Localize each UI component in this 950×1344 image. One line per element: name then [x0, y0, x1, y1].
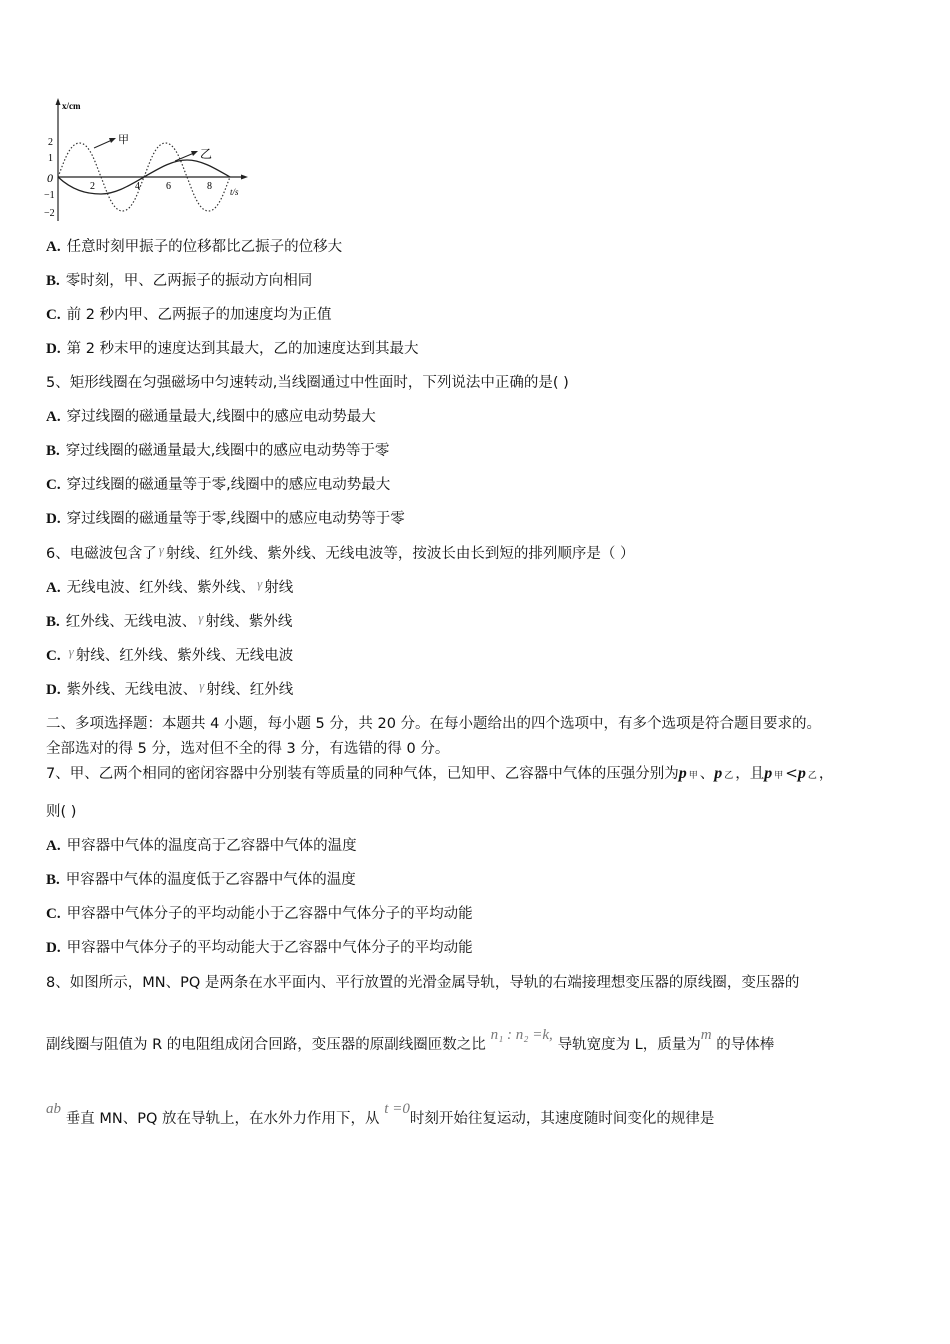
q8-stem-line3: ab 垂直 MN、PQ 放在导轨上，在水外力作用下，从 t =0时刻开始往复运动，其速度随时间变化的规律是 [46, 1101, 715, 1127]
gamma-symbol: γ [199, 678, 205, 693]
q7-option-d: D. 甲容器中气体分子的平均动能大于乙容器中气体分子的平均动能 [46, 940, 473, 956]
gamma-symbol: γ [257, 576, 263, 591]
rod-label: ab [46, 1101, 61, 1117]
gamma-symbol: γ [68, 644, 74, 659]
q5-option-b: B. 穿过线圈的磁通量最大,线圈中的感应电动势等于零 [46, 443, 390, 459]
svg-text:2: 2 [48, 137, 53, 148]
q6-option-b: B. 红外线、无线电波、 γ 射线、紫外线 [46, 610, 293, 630]
svg-text:2: 2 [90, 181, 95, 192]
svg-text:8: 8 [207, 181, 212, 192]
q7-option-c: C. 甲容器中气体分子的平均动能小于乙容器中气体分子的平均动能 [46, 906, 473, 922]
q6-option-a: A. 无线电波、红外线、紫外线、 γ 射线 [46, 576, 294, 596]
legend-jia: 甲 [118, 133, 129, 146]
svg-text:4: 4 [135, 181, 140, 192]
q7-stem-line2: 则( ) [46, 804, 77, 820]
displacement-time-chart [44, 95, 254, 225]
q4-option-a: A. 任意时刻甲振子的位移都比乙振子的位移大 [46, 239, 343, 255]
gamma-symbol: γ [158, 542, 164, 557]
turns-ratio-formula: n₁ : n₂ =k, [490, 1027, 553, 1043]
svg-text:−1: −1 [44, 190, 55, 201]
section2-instructions-line2: 全部选对的得 5 分，选对但不全的得 3 分，有选错的得 0 分。 [46, 741, 450, 757]
svg-text:−2: −2 [44, 208, 55, 219]
time-zero-formula: t =0 [384, 1101, 410, 1117]
svg-text:0: 0 [47, 171, 53, 185]
y-axis-label: x/cm [62, 101, 81, 111]
q7-stem: 7、甲、乙两个相同的密闭容器中分别装有等质量的同种气体，已知甲、乙容器中气体的压强分别为p 甲 、p 乙 ，且p 甲 <p 乙 ， [46, 764, 834, 782]
q4-option-d: D. 第 2 秒末甲的速度达到其最大，乙的加速度达到其最大 [46, 341, 419, 357]
q5-stem: 5、矩形线圈在匀强磁场中匀速转动,当线圈通过中性面时，下列说法中正确的是( ) [46, 375, 569, 391]
q5-option-d: D. 穿过线圈的磁通量等于零,线圈中的感应电动势等于零 [46, 511, 405, 527]
q6-option-c: C. γ 射线、红外线、紫外线、无线电波 [46, 644, 294, 664]
q7-option-b: B. 甲容器中气体的温度低于乙容器中气体的温度 [46, 872, 356, 888]
x-axis-label: t/s [230, 187, 239, 197]
q4-option-b: B. 零时刻，甲、乙两振子的振动方向相同 [46, 273, 313, 289]
q8-stem-line2: 副线圈与阻值为 R 的电阻组成闭合回路，变压器的原副线圈匝数之比 n₁ : n₂ =k, 导轨宽度为 L，质量为m 的导体棒 [46, 1027, 775, 1053]
legend-yi: 乙 [200, 147, 213, 161]
q6-stem: 6、电磁波包含了 γ 射线、红外线、紫外线、无线电波等，按波长由长到短的排列顺序是（ ） [46, 542, 635, 562]
q6-option-d: D. 紫外线、无线电波、 γ 射线、红外线 [46, 678, 294, 698]
section2-instructions-line1: 二、多项选择题：本题共 4 小题，每小题 5 分，共 20 分。在每小题给出的四个选项中，有多个选项是符合题目要求的。 [46, 716, 822, 732]
q8-stem-line1: 8、如图所示，MN、PQ 是两条在水平面内、平行放置的光滑金属导轨，导轨的右端接理想变压器的原线圈，变压器的 [46, 975, 800, 991]
q5-option-c: C. 穿过线圈的磁通量等于零,线圈中的感应电动势最大 [46, 477, 391, 493]
svg-text:6: 6 [166, 181, 171, 192]
q4-option-c: C. 前 2 秒内甲、乙两振子的加速度均为正值 [46, 307, 332, 323]
q5-option-a: A. 穿过线圈的磁通量最大,线圈中的感应电动势最大 [46, 409, 376, 425]
mass-symbol: m [700, 1027, 712, 1043]
gamma-symbol: γ [198, 610, 204, 625]
q7-option-a: A. 甲容器中气体的温度高于乙容器中气体的温度 [46, 838, 357, 854]
svg-text:1: 1 [48, 153, 53, 164]
